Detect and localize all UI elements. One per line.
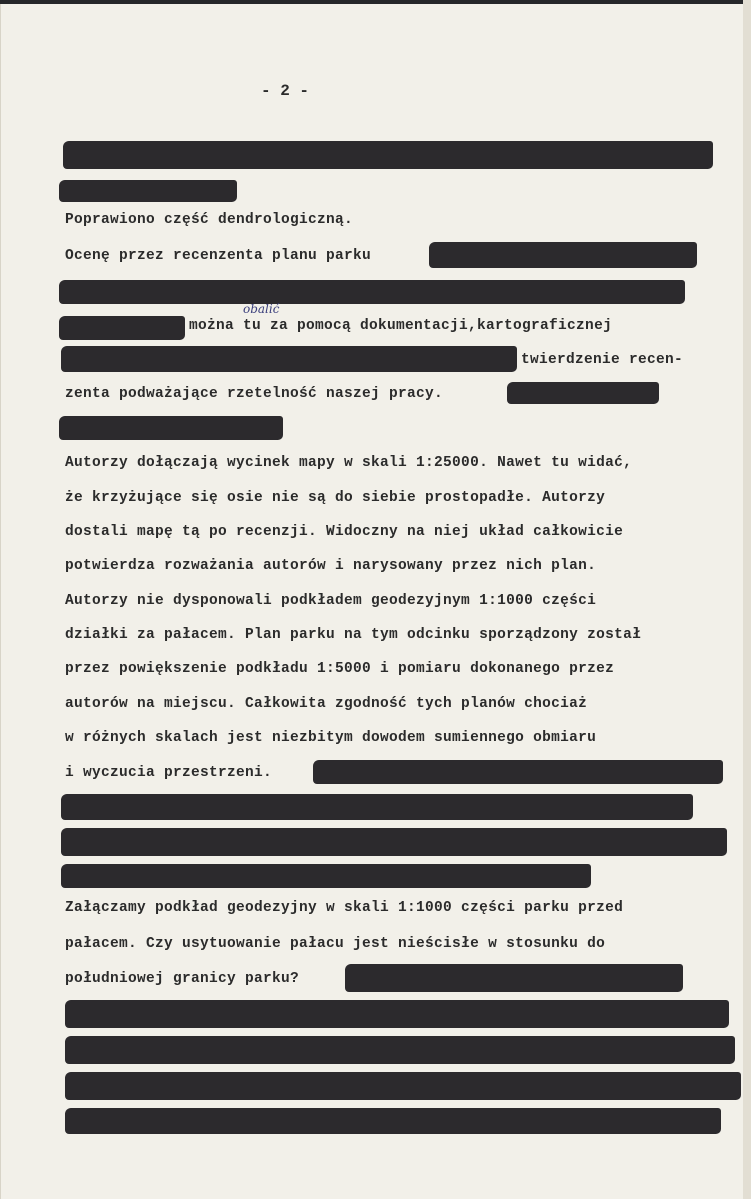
text-line: południowej granicy parku? <box>65 971 300 987</box>
redaction-bar <box>59 316 185 340</box>
redaction-bar <box>59 180 237 202</box>
text-line: Autorzy dołączają wycinek mapy w skali 1:25000. Nawet tu widać, <box>65 455 633 471</box>
text-line: Ocenę przez recenzenta planu parku <box>65 248 372 264</box>
text-line: przez powiększenie podkładu 1:5000 i pomiaru dokonanego przez <box>65 661 615 677</box>
redaction-bar <box>507 382 659 404</box>
text-line: że krzyżujące się osie nie są do siebie prostopadłe. Autorzy <box>65 490 606 506</box>
document-page <box>0 4 744 1199</box>
text-line: zenta podważające rzetelność naszej pracy. <box>65 386 444 402</box>
redaction-bar <box>61 794 693 820</box>
text-line: Poprawiono część dendrologiczną. <box>65 212 354 228</box>
redaction-bar <box>429 242 697 268</box>
redaction-bar <box>63 141 713 169</box>
redaction-bar <box>59 416 283 440</box>
text-line: i wyczucia przestrzeni. <box>65 765 273 781</box>
text-line: dostali mapę tą po recenzji. Widoczny na niej układ całkowicie <box>65 524 624 540</box>
text-line: autorów na miejscu. Całkowita zgodność tych planów chociaż <box>65 696 588 712</box>
redaction-bar <box>313 760 723 784</box>
text-line: pałacem. Czy usytuowanie pałacu jest nieścisłe w stosunku do <box>65 936 606 952</box>
redaction-bar <box>65 1072 741 1100</box>
text-line: potwierdza rozważania autorów i narysowany przez nich plan. <box>65 558 597 574</box>
redaction-bar <box>61 828 727 856</box>
redaction-bar <box>65 1000 729 1028</box>
redaction-bar <box>345 964 683 992</box>
page-number: - 2 - <box>261 82 310 100</box>
redaction-bar <box>65 1036 735 1064</box>
text-line: działki za pałacem. Plan parku na tym odcinku sporządzony został <box>65 627 642 643</box>
text-line: można tu za pomocą dokumentacji,kartograficznej <box>189 318 613 334</box>
redaction-bar <box>59 280 685 304</box>
handwritten-note: obalić <box>243 302 280 316</box>
redaction-bar <box>61 864 591 888</box>
text-line: Załączamy podkład geodezyjny w skali 1:1000 części parku przed <box>65 900 624 916</box>
text-line: twierdzenie recen- <box>521 352 684 368</box>
redaction-bar <box>65 1108 721 1134</box>
text-line: w różnych skalach jest niezbitym dowodem sumiennego obmiaru <box>65 730 597 746</box>
redaction-bar <box>61 346 517 372</box>
page-edge <box>743 0 751 1199</box>
text-line: Autorzy nie dysponowali podkładem geodezyjnym 1:1000 części <box>65 593 597 609</box>
